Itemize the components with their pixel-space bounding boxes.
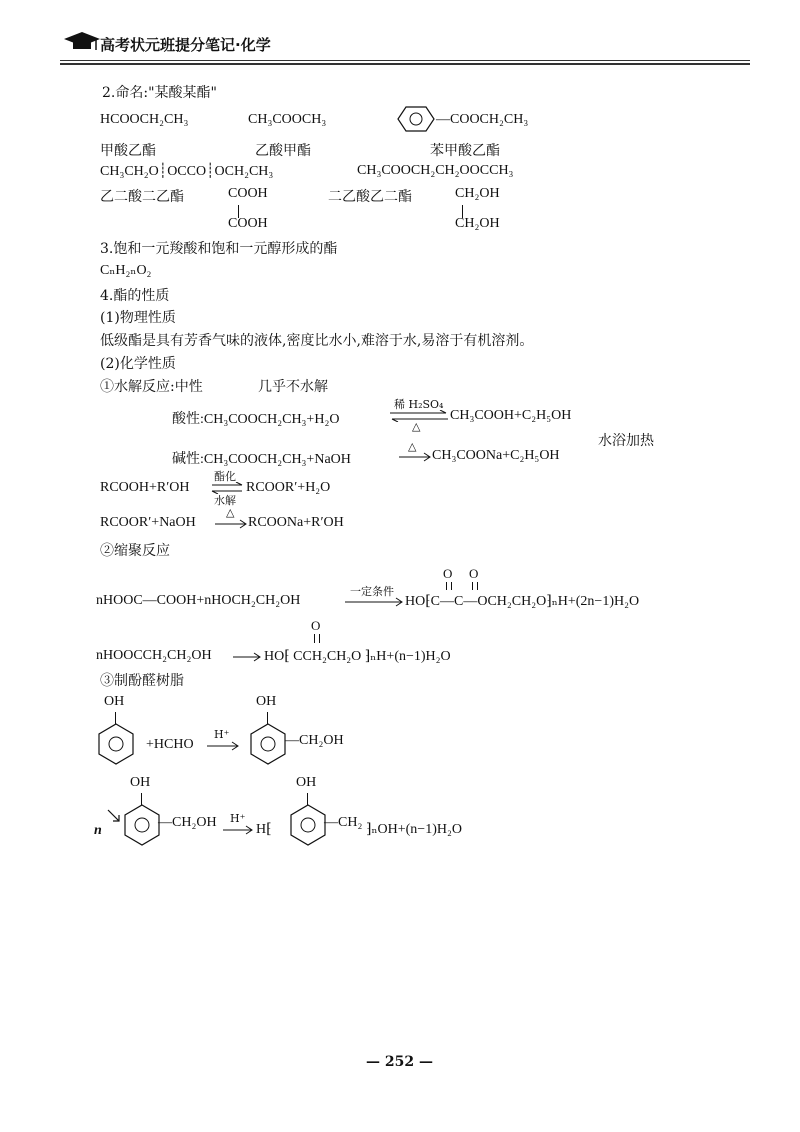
oxalic-cooh-top: COOH: [228, 186, 268, 201]
acid-cond-bottom: △: [412, 420, 421, 433]
resin-heading: ③制酚醛树脂: [100, 673, 184, 689]
header-rule: [60, 60, 750, 61]
gen1-cond-bottom: 水解: [214, 494, 236, 507]
product-oh-label: OH: [256, 694, 277, 709]
forward-arrow-icon: [232, 652, 262, 662]
arrow-marker-icon: [106, 808, 122, 824]
forward-arrow-icon: [206, 741, 240, 751]
gen2-left: RCOOR′+NaOH: [100, 515, 196, 530]
header-rule-2: [60, 63, 750, 65]
resin-product-tail: ⁆ₙOH+(n−1)H₂O: [366, 822, 462, 837]
benzene-ring-icon: [288, 803, 328, 847]
resin-product-ch2: —CH₂: [324, 815, 363, 830]
h-plus-1: H⁺: [214, 728, 230, 741]
name-diethyl-oxalate: 乙二酸二乙酯: [100, 189, 184, 205]
hydrolysis-note: 几乎不水解: [258, 379, 328, 395]
benzene-ring-icon: [122, 803, 162, 847]
forward-arrow-icon: [214, 519, 248, 529]
acid-cond-top: 稀 H₂SO₄: [394, 398, 444, 411]
forward-arrow-icon: [398, 452, 432, 462]
formula-ethyl-formate: HCOOCH₂CH₃: [100, 112, 189, 127]
name-ethylene-diacetate: 二乙酸乙二酯: [328, 189, 412, 205]
plus-hcho: +HCHO: [146, 737, 194, 752]
double-bond-2: [472, 582, 478, 590]
name-ethyl-formate: 甲酸乙酯: [100, 143, 156, 159]
oxalic-cooh-bottom: COOH: [228, 216, 268, 231]
benzene-ring-icon: [96, 722, 136, 766]
double-bond-1: [446, 582, 452, 590]
glycol-ch2oh-top: CH₂OH: [455, 186, 500, 201]
gen1-left: RCOOH+R′OH: [100, 480, 190, 495]
base-cond: △: [408, 440, 417, 453]
graduation-cap-icon: [62, 30, 102, 54]
water-bath-note: 水浴加热: [598, 433, 654, 449]
hydrolysis-heading: ①水解反应:中性: [100, 379, 203, 395]
poly-eq1-cond: 一定条件: [350, 585, 394, 598]
gen1-right: RCOOR′+H₂O: [246, 480, 331, 495]
polycondensation-heading: ②缩聚反应: [100, 543, 170, 559]
acid-eq-left: 酸性:CH₃COOCH₂CH₃+H₂O: [172, 412, 340, 427]
gen2-right: RCOONa+R′OH: [248, 515, 344, 530]
resin-product-oh: OH: [296, 775, 317, 790]
o-label-1: O: [443, 566, 453, 581]
glycol-ch2oh-bottom: CH₂OH: [455, 216, 500, 231]
benzene-ring-icon: [248, 722, 288, 766]
name-ethyl-benzoate: 苯甲酸乙酯: [430, 143, 500, 159]
o-label-3: O: [311, 618, 321, 633]
poly-eq1-left: nHOOC—COOH+nHOCH₂CH₂OH: [96, 593, 301, 608]
poly-eq1-right: HO⁅C—C—OCH₂CH₂O⁆ₙH+(2n−1)H₂O: [405, 594, 640, 609]
physical-heading: (1)物理性质: [100, 310, 176, 326]
o-label-2: O: [469, 566, 479, 581]
formula-methyl-acetate: CH₃COOCH₃: [248, 112, 327, 127]
double-bond-3: [314, 634, 320, 643]
formula-ethyl-benzoate: —COOCH₂CH₃: [436, 112, 529, 127]
resin-h-bracket: H⁅: [256, 822, 272, 837]
formula-diethyl-oxalate: CH₃CH₂O┊OCCO┊OCH₂CH₃: [100, 164, 274, 179]
chemical-heading: (2)化学性质: [100, 356, 176, 372]
phenol-oh-label: OH: [104, 694, 125, 709]
section-heading-properties: 4.酯的性质: [100, 288, 170, 304]
header-title: 高考状元班提分笔记·化学: [100, 36, 271, 54]
name-methyl-acetate: 乙酸甲酯: [255, 143, 311, 159]
formula-ethylene-diacetate: CH₃COOCH₂CH₂OOCCH₃: [357, 163, 514, 178]
base-eq-right: CH₃COONa+C₂H₅OH: [432, 448, 560, 463]
resin-reactant-oh: OH: [130, 775, 151, 790]
general-formula: CₙH₂ₙO₂: [100, 263, 152, 278]
base-eq-left: 碱性:CH₃COOCH₂CH₃+NaOH: [172, 452, 351, 467]
gen2-cond: △: [226, 506, 235, 519]
benzene-ring-icon: [392, 104, 440, 134]
page-number: — 252 —: [366, 1054, 433, 1070]
product-ch2oh: —CH₂OH: [285, 733, 344, 748]
h-plus-2: H⁺: [230, 812, 246, 825]
acid-eq-right: CH₃COOH+C₂H₅OH: [450, 408, 572, 423]
resin-reactant-ch2oh: —CH₂OH: [158, 815, 217, 830]
physical-text: 低级酯是具有芳香气味的液体,密度比水小,难溶于水,易溶于有机溶剂。: [100, 333, 534, 349]
section-heading-general-formula: 3.饱和一元羧酸和饱和一元醇形成的酯: [100, 241, 338, 257]
poly-eq2-left: nHOOCCH₂CH₂OH: [96, 648, 212, 663]
forward-arrow-icon: [344, 597, 404, 607]
forward-arrow-icon: [222, 825, 254, 835]
gen1-cond-top: 酯化: [214, 470, 236, 483]
poly-eq2-right: HO⁅ CCH₂CH₂O ⁆ₙH+(n−1)H₂O: [264, 649, 451, 664]
n-coefficient: n: [94, 823, 102, 838]
section-heading-naming: 2.命名:"某酸某酯": [102, 85, 217, 101]
